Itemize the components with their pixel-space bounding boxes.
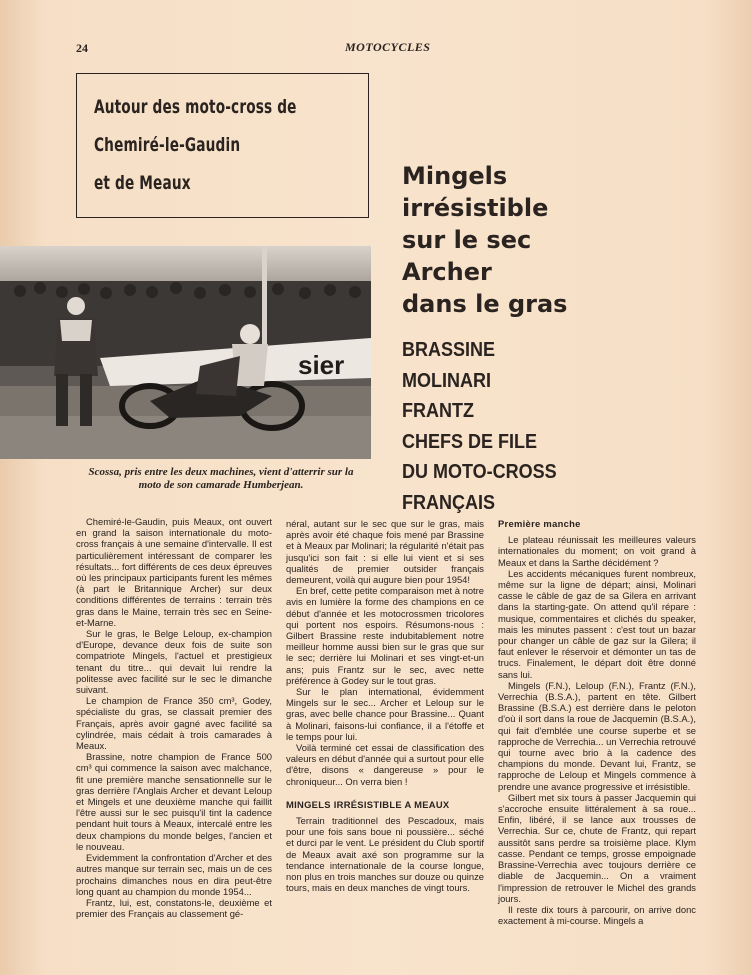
paragraph: Le champion de France 350 cm³, Godey, spécialiste du gras, se classait premier des Français, après avoir gagné avec facilité sa cylindrée, mais cédait à trois camarades à Meaux. <box>76 695 272 752</box>
paragraph: Le plateau réunissait les meilleures valeurs internationales du moment; on voit grand à Meaux et dans la Sarthe décidément ? <box>498 534 696 568</box>
subheadline-line-3: FRANTZ <box>402 400 474 422</box>
paragraph: Voilà terminé cet essai de classification des valeurs en début d'année qui a surtout pour elle d'être, disons « dangereuse » pour le chroniqueur... On verra bien ! <box>286 742 484 787</box>
subheadline <box>402 335 557 518</box>
paragraph: Terrain traditionnel des Pescadoux, mais pour une fois sans boue ni poussière... séché et durci par le vent. Le président du Club sportif de Meaux avait axé son programme sur la tendance internationale de la course longue, non plus en trois manches sur douze ou quinze tours, mais en deux manches de vingt tours. <box>286 815 484 894</box>
headline-line-3: sur le sec <box>402 226 532 254</box>
subheadline-line-1: BRASSINE <box>402 339 496 361</box>
headline <box>402 160 567 320</box>
article-column-1 <box>76 516 272 919</box>
headline-line-5: dans le gras <box>402 290 568 318</box>
section-heading: Première manche <box>498 518 581 529</box>
race-photo <box>0 246 371 459</box>
paragraph: Evidemment la confrontation d'Archer et des autres manque sur terrain sec, mais un de ces prochains dimanches nous en dira peut-être long quant au champion du monde 1954... <box>76 852 272 897</box>
headline-line-4: Archer <box>402 258 492 286</box>
boxed-title <box>76 73 369 218</box>
boxed-title-line-1: Autour des moto-cross de <box>94 96 297 118</box>
paragraph: Il reste dix tours à parcourir, on arrive donc exactement à mi-course. Mingels a <box>498 903 696 927</box>
boxed-title-line-2: Chemiré-le-Gaudin <box>94 134 241 156</box>
paragraph: Brassine, notre champion de France 500 cm³ qui commence la saison avec malchance, fit une première manche sensationnelle sur le gras derrière l'Anglais Archer et devant Leloup et Mingels et une deuxième manche qui faillit l'être aussi sur le sec puisqu'il tint la cadence pendant huit tours à Meaux, intercalé entre les deux champions du monde belges, l'ancien et le nouveau. <box>76 751 272 852</box>
running-head: MOTOCYCLES <box>345 40 431 54</box>
subheadline-line-2: MOLINARI <box>402 369 492 392</box>
paragraph: Chemiré-le-Gaudin, puis Meaux, ont ouvert en grand la saison internationale du moto-cross français à une semaine d'intervalle. Il est particulièrement intéressant de comparer les résultats... fort différents de ces deux épreuves où les principaux participants furent les mêmes (à part le Britannique Archer) sur deux conditions différentes de terrains : terrain très gras dans le Maine, terrain très sec en Seine-et-Marne. <box>76 516 272 628</box>
paragraph: néral, autant sur le sec que sur le gras, mais après avoir été chaque fois mené par Brassine et à Meaux par Molinari; la régularité n'était pas jusqu'ici son fait : si elle lui vient et si ses qualités de premier outsider français demeurent, voilà qui augure bien pour 1954! <box>286 518 484 586</box>
boxed-title-line-3: et de Meaux <box>94 172 191 194</box>
paragraph: Sur le plan international, évidemment Mingels sur le sec... Archer et Leloup sur le gras, avec belle chance pour Brassine... Quant à Molinari, faisons-lui confiance, il a l'étoffe et le temps pour lui. <box>286 686 484 742</box>
headline-line-2: irrésistible <box>402 194 549 222</box>
paragraph: Gilbert met six tours à passer Jacquemin qui s'accroche ensuite littéralement à sa roue... Enfin, libéré, il se lance aux trousses de Verrechia. Sur ce, chute de Frantz, qui repart aussitôt sans perdre sa troisième place. Klym casse. Pendant ce temps, grosse empoignade Brassine-Verrechia avec toujours derrière ce diable de Jacquemin... On a vraiment l'impression de retrouver le Michel des grands jours. <box>498 791 696 904</box>
article-column-2 <box>286 518 484 894</box>
subheadline-line-5: DU MOTO-CROSS <box>402 461 557 483</box>
paragraph: Les accidents mécaniques furent nombreux, même sur la ligne de départ; ainsi, Molinari casse le câble de gaz de sa Gilera en arrivant dans la starting-gate. On attend qu'il répare : musique, commentaires et clichés du speaker, mais les minutes passent : c'est tout un bazar pour changer un câble de gaz sur la Gilera; il faut enlever le réservoir et démonter un tas de trucs. Finalement, le départ doit être donné sans lui. <box>498 567 696 680</box>
paragraph: Mingels (F.N.), Leloup (F.N.), Frantz (F.N.), Verrechia (B.S.A.), partent en tête. Gilbert Brassine (B.S.A.) est derrière dans le peloton d'où il sort dans la roue de Jacquemin (B.S.A.), qui fait d'emblée une course superbe et se rapproche de Verrechia... un Verrechia retrouvé qui tourne avec brio à la cadence des champions du monde. Devant lui, Frantz, se rapproche de Leloup et Mingels commence à prendre une avance progressive et irrésistible. <box>498 679 696 792</box>
page-number: 24 <box>76 41 88 55</box>
photo-banner-text: sier <box>298 350 345 380</box>
section-heading: MINGELS IRRÉSISTIBLE A MEAUX <box>286 798 450 810</box>
article-column-3 <box>498 518 696 926</box>
photo-caption: Scossa, pris entre les deux machines, vient d'atterrir sur la moto de son camarade Humberjean. <box>88 466 354 491</box>
paragraph: Frantz, lui, est, constatons-le, deuxième et premier des Français au classement gé- <box>76 896 272 920</box>
subheadline-line-6: FRANÇAIS <box>402 491 496 514</box>
subheadline-line-4: CHEFS DE FILE <box>402 430 538 453</box>
headline-line-1: Mingels <box>402 162 508 190</box>
paragraph: Sur le gras, le Belge Leloup, ex-champion d'Europe, devance deux fois de suite son compatriote Mingels, l'actuel et prestigieux tenant du titre... qui devait lui rendre la politesse avec facilité sur le sec le dimanche suivant. <box>76 628 272 696</box>
paragraph: En bref, cette petite comparaison met à notre avis en lumière la forme des champions en ce début d'année et les motocrossmen tricolores qui portent nos espoirs. Résumons-nous : Gilbert Brassine reste indubitablement notre meilleur homme aussi bien sur le gras que sur le sec; derrière lui Molinari et ses vingt-et-un ans; puis Frantz sur le sec, avec nette préférence à Godey sur le tout gras. <box>286 585 484 686</box>
